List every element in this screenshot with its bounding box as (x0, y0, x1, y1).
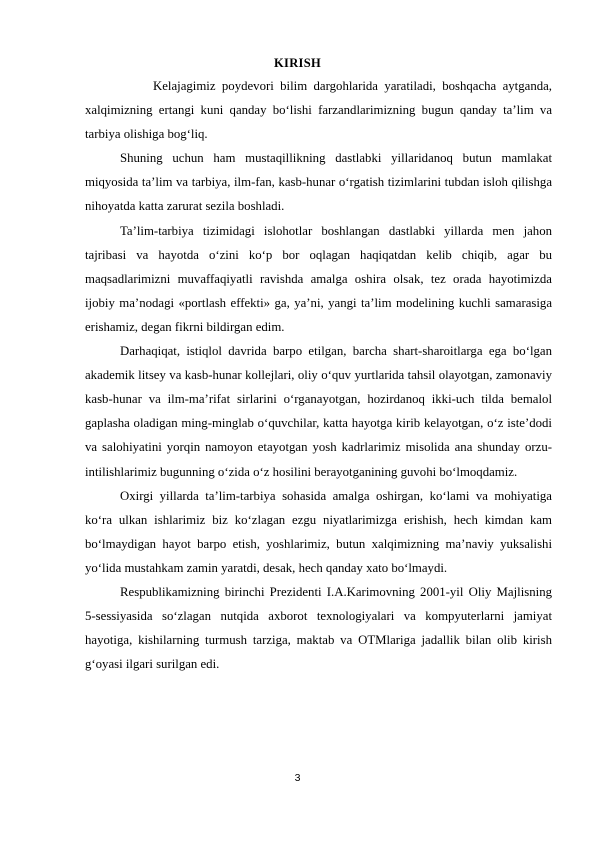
body-text (85, 74, 552, 676)
page-title: KIRISH (274, 56, 321, 70)
paragraph-6: Respublikamizning birinchi Prezidenti I.A.Karimovning 2001-yil Oliy Majlisning 5-sessiyasida so‘zlagan nutqida axborot texnologiyalari va kompyuterlarni jamiyat hayotiga, kishilarning turmush tarziga, maktab va OTMlariga jadallik bilan olib kirish g‘oyasi ilgari surilgan edi. (85, 584, 552, 672)
paragraph-1: Kelajagimiz poydevori bilim dargohlarida yaratiladi, boshqacha aytganda, xalqimizning ertangi kuni qanday bo‘lishi farzandlarimizning bugun qanday ta’lim va tarbiya olishiga bog‘liq. (85, 79, 552, 142)
paragraph-5: Oxirgi yillarda ta’lim-tarbiya sohasida amalga oshirgan, ko‘lami va mohiyatiga ko‘ra ulkan ishlarimiz biz ko‘zlagan ezgu niyatlarimizga erishish, hech kimdan kam bo‘lmaydigan hayot barpo etish, yoshlarimiz, butun xalqimizning ma’naviy yuksalishi yo‘lida mustahkam zamin yaratdi, desak, hech qanday xato bo‘lmaydi. (85, 488, 552, 575)
paragraph-2: Shuning uchun ham mustaqillikning dastlabki yillaridanoq butun mamlakat miqyosida ta’lim va tarbiya, ilm-fan, kasb-hunar o‘rgatish tizimlarini tubdan isloh qilishga nihoyatda katta zarurat sezila boshladi. (85, 151, 552, 214)
paragraph-4: Darhaqiqat, istiqlol davrida barpo etilgan, barcha shart-sharoitlarga ega bo‘lgan akademik litsey va kasb-hunar kollejlari, oliy o‘quv yurtlarida tahsil olayotgan, zamonaviy kasb-hunar va ilm-ma’rifat sirlarini o‘rganayotgan, hozirdanoq ikki-uch tilda bemalol gaplasha oladigan ming-minglab o‘quvchilar, katta hayotga kirib kelayotgan, o‘z iste’dodi va salohiyatini yorqin namoyon etayotgan yosh kadrlarimiz misolida ana shunday orzu-intilishlarimiz bugunning o‘zida o‘z hosilini berayotganining guvohi bo‘lmoqdamiz. (85, 344, 552, 479)
paragraph-3: Ta’lim-tarbiya tizimidagi islohotlar boshlangan dastlabki yillarda men jahon tajribasi va hayotda o‘zini ko‘p bor oqlagan haqiqatdan kelib chiqib, agar bu maqsadlarimizni muvaffaqiyatli ravishda amalga oshira olsak, tez orada hayotimizda ijobiy ma’nodagi «portlash effekti» ga, ya’ni, yangi ta’lim modelining kuchli samarasiga erishamiz, degan fikrni bildirgan edim. (85, 223, 552, 334)
page-number: 3 (294, 772, 301, 784)
